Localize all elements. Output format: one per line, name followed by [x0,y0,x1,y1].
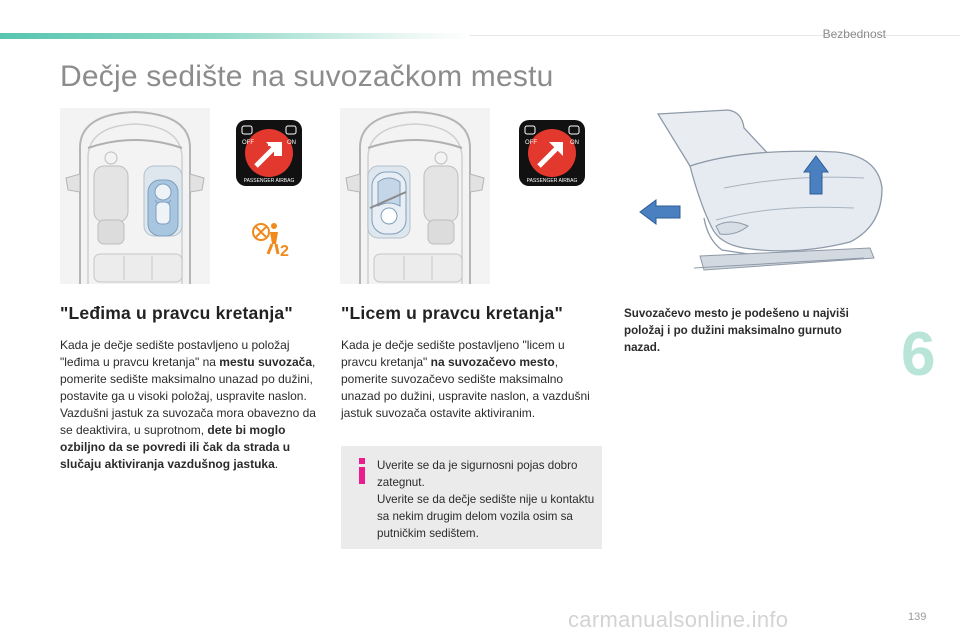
seat-position-caption: Suvozačevo mesto je podešeno u najviši položaj i po dužini maksimalno gurnuto nazad. [624,307,849,354]
rear-facing-heading: "Leđima u pravcu kretanja" [60,303,293,323]
forward-facing-para-a: Kada je dečje sedište postavljeno "licem u pravcu kretanja" [341,338,565,369]
car-top-view-rear-facing [60,108,210,284]
rear-facing-para1-bold: mestu suvozača [219,355,312,369]
info-box [341,446,602,549]
info-line-2: Uverite se da dečje sedište nije u kontaktu sa nekim drugim delom vozila osim sa putničkim sedištem. [377,493,595,540]
page-title: Dečje sedište na suvozačkom mestu [60,60,554,93]
car-top-view-forward-facing [340,108,490,284]
passenger-airbag-switch-icon-2 [519,120,585,186]
info-text [377,457,597,542]
header-accent-bar [0,33,470,39]
rear-facing-para1-a: Kada je dečje sedište postavljeno u položaj "leđima u pravcu kretanja" na [60,338,290,369]
header-divider [470,35,960,36]
section-label: Bezbednost [822,27,886,41]
passenger-airbag-warning-icon [250,220,294,260]
passenger-airbag-switch-icon [236,120,302,186]
page-number: 139 [908,611,927,623]
forward-facing-heading: "Licem u pravcu kretanja" [341,303,563,323]
info-line-1: Uverite se da je sigurnosni pojas dobro zategnut. [377,459,578,489]
airbag-warning-digit: 2 [280,243,289,260]
seat-adjustment-illustration [624,108,886,280]
passenger-airbag-label-2: PASSENGER AIRBAG [526,178,578,184]
rear-facing-para1-b: , pomerite sedište maksimalno unazad po dužini, postavite ga u visoki položaj, uspravite naslon. [60,355,316,403]
passenger-airbag-label: PASSENGER AIRBAG [243,178,295,184]
forward-facing-text [341,337,603,422]
chapter-number: 6 [901,320,936,389]
airbag-on-label: ON [287,140,296,146]
forward-facing-para-b: , pomerite suvozačevo sedište maksimalno unazad po dužini, uspravite naslon, a vazdušni jastuk suvozača ostavite aktiviranim. [341,355,590,420]
airbag-off-label: OFF [242,140,254,146]
rear-facing-text [60,337,322,473]
info-icon [356,458,368,484]
watermark: carmanualsonline.info [568,607,789,632]
rear-facing-para2-a: Vazdušni jastuk za suvozača mora obavezno da se deaktivira, u suprotnom, [60,406,316,437]
airbag-on-label-2: ON [570,140,579,146]
rear-facing-para2-bold: dete bi moglo ozbiljno da se povredi ili čak da strada u slučaju aktiviranja vazdušnog jastuka [60,423,291,471]
forward-facing-para-bold: na suvozačevo mesto [430,355,555,369]
airbag-off-label-2: OFF [525,140,537,146]
rear-facing-para2-b: . [274,457,279,471]
